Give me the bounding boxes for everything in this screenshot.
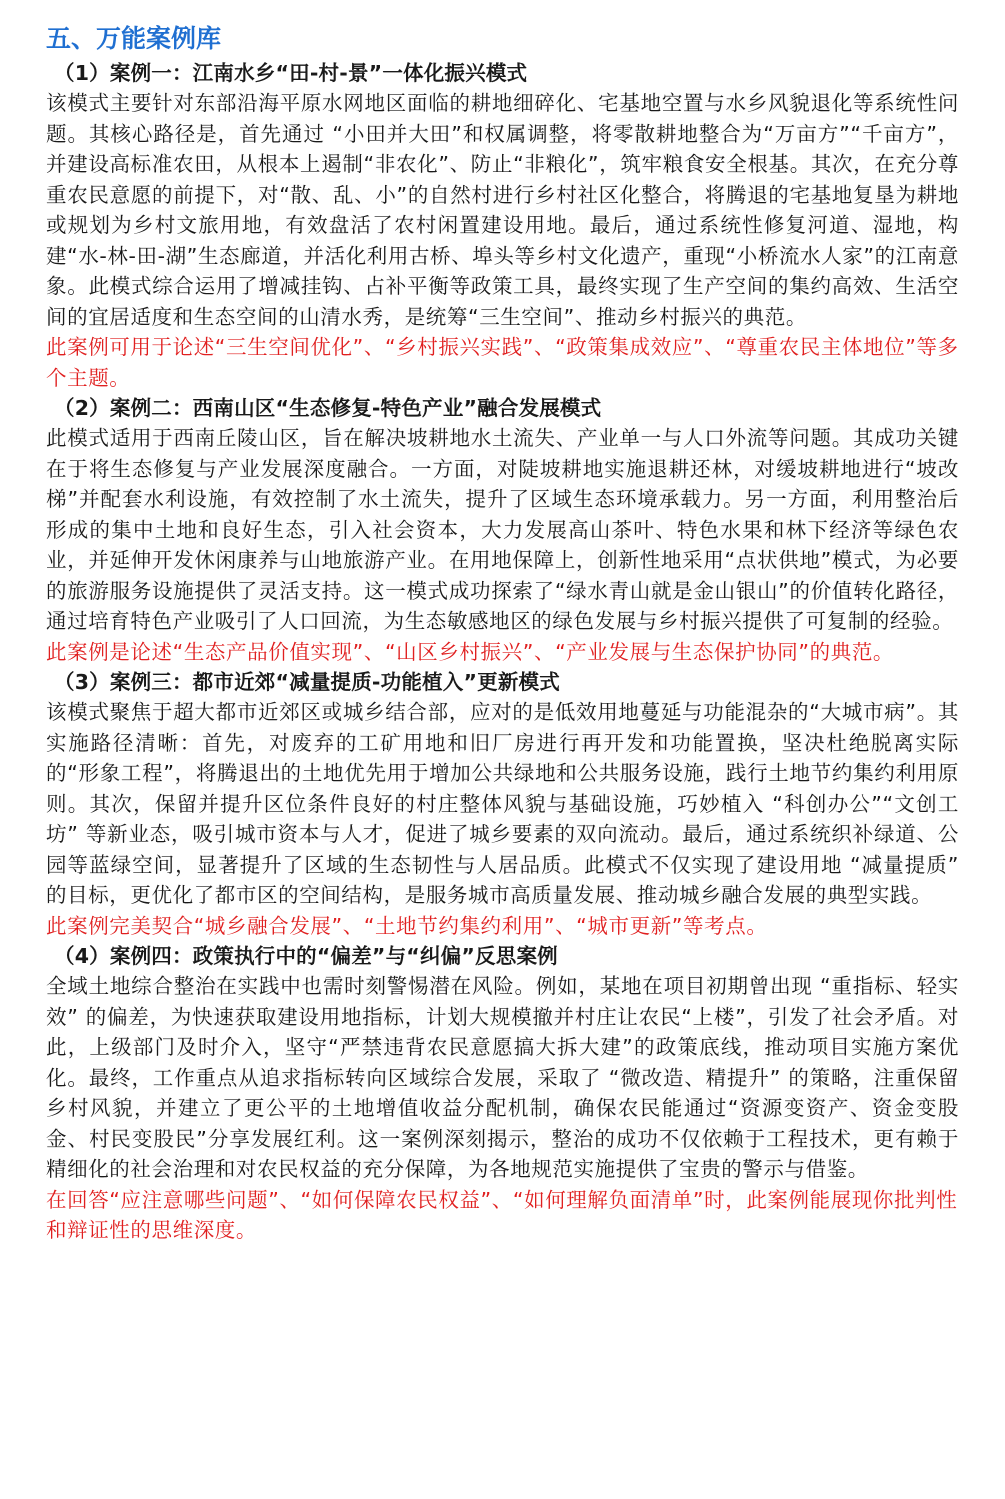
case-3-note: 此案例完美契合“城乡融合发展”、“土地节约集约利用”、“城市更新”等考点。	[46, 913, 768, 938]
section-title: 五、万能案例库	[46, 24, 222, 53]
case-3-body: 该模式聚焦于超大都市近郊区或城乡结合部，应对的是低效用地蔓延与功能混杂的“大城市病”。其实施路径清晰：首先，对废弃的工矿用地和旧厂房进行再开发和功能置换，坚决杜绝脱离实际的“形象工程”，将腾退出的土地优先用于增加公共绿地和公共服务设施，践行土地节约集约利用原则。其次，保留并提升区位条件良好的村庄整体风貌与基础设施，巧妙植入 “科创办公”“文创工坊” 等新业态，吸引城市资本与人才，促进了城乡要素的双向流动。最后，通过系统织补绿道、公园等蓝绿空间，显著提升了区域的生态韧性与人居品质。此模式不仅实现了建设用地 “减量提质” 的目标，更优化了都市区的空间结构，是服务城市高质量发展、推动城乡融合发展的典型实践。	[46, 700, 959, 907]
case-2-body: 此模式适用于西南丘陵山区，旨在解决坡耕地水土流失、产业单一与人口外流等问题。其成功关键在于将生态修复与产业发展深度融合。一方面，对陡坡耕地实施退耕还林，对缓坡耕地进行“坡改梯”并配套水利设施，有效控制了水土流失，提升了区域生态环境承载力。另一方面，利用整治后形成的集中土地和良好生态，引入社会资本，大力发展高山茶叶、特色水果和林下经济等绿色农业，并延伸开发休闲康养与山地旅游产业。在用地保障上，创新性地采用“点状供地”模式，为必要的旅游服务设施提供了灵活支持。这一模式成功探索了“绿水青山就是金山银山”的价值转化路径，通过培育特色产业吸引了人口回流，为生态敏感地区的绿色发展与乡村振兴提供了可复制的经验。	[46, 426, 959, 633]
case-1-body: 该模式主要针对东部沿海平原水网地区面临的耕地细碎化、宅基地空置与水乡风貌退化等系统性问题。其核心路径是，首先通过 “小田并大田”和权属调整，将零散耕地整合为“万亩方”“千亩方”，并建设高标准农田，从根本上遏制“非农化”、防止“非粮化”，筑牢粮食安全根基。其次，在充分尊重农民意愿的前提下，对“散、乱、小”的自然村进行乡村社区化整合，将腾退的宅基地复垦为耕地或规划为乡村文旅用地，有效盘活了农村闲置建设用地。最后，通过系统性修复河道、湿地，构建“水-林-田-湖”生态廊道，并活化利用古桥、埠头等乡村文化遗产，重现“小桥流水人家”的江南意象。此模式综合运用了增减挂钩、占补平衡等政策工具，最终实现了生产空间的集约高效、生活空间的宜居适度和生态空间的山清水秀，是统筹“三生空间”、推动乡村振兴的典范。	[46, 91, 959, 329]
case-3-title: （3）案例三：都市近郊“减量提质-功能植入”更新模式	[54, 670, 560, 694]
case-2-title: （2）案例二：西南山区“生态修复-特色产业”融合发展模式	[54, 396, 602, 420]
case-2-note: 此案例是论述“生态产品价值实现”、“山区乡村振兴”、“产业发展与生态保护协同”的典范。	[46, 639, 895, 664]
case-1-title: （1）案例一：江南水乡“田-村-景”一体化振兴模式	[54, 61, 528, 85]
case-4-note: 在回答“应注意哪些问题”、“如何保障农民权益”、“如何理解负面清单”时，此案例能展现你批判性和辩证性的思维深度。	[46, 1187, 958, 1242]
case-1-note: 此案例可用于论述“三生空间优化”、“乡村振兴实践”、“政策集成效应”、“尊重农民主体地位”等多个主题。	[46, 335, 959, 390]
case-4-title: （4）案例四：政策执行中的“偏差”与“纠偏”反思案例	[54, 944, 558, 968]
case-4-body: 全域土地综合整治在实践中也需时刻警惕潜在风险。例如，某地在项目初期曾出现 “重指标、轻实效” 的偏差，为快速获取建设用地指标，计划大规模撤并村庄让农民“上楼”，引发了社会矛盾。对此，上级部门及时介入，坚守“严禁违背农民意愿搞大拆大建”的政策底线，推动项目实施方案优化。最终，工作重点从追求指标转向区域综合发展，采取了 “微改造、精提升” 的策略，注重保留乡村风貌，并建立了更公平的土地增值收益分配机制，确保农民能通过“资源变资产、资金变股金、村民变股民”分享发展红利。这一案例深刻揭示，整治的成功不仅依赖于工程技术，更有赖于精细化的社会治理和对农民权益的充分保障，为各地规范实施提供了宝贵的警示与借鉴。	[46, 974, 959, 1181]
